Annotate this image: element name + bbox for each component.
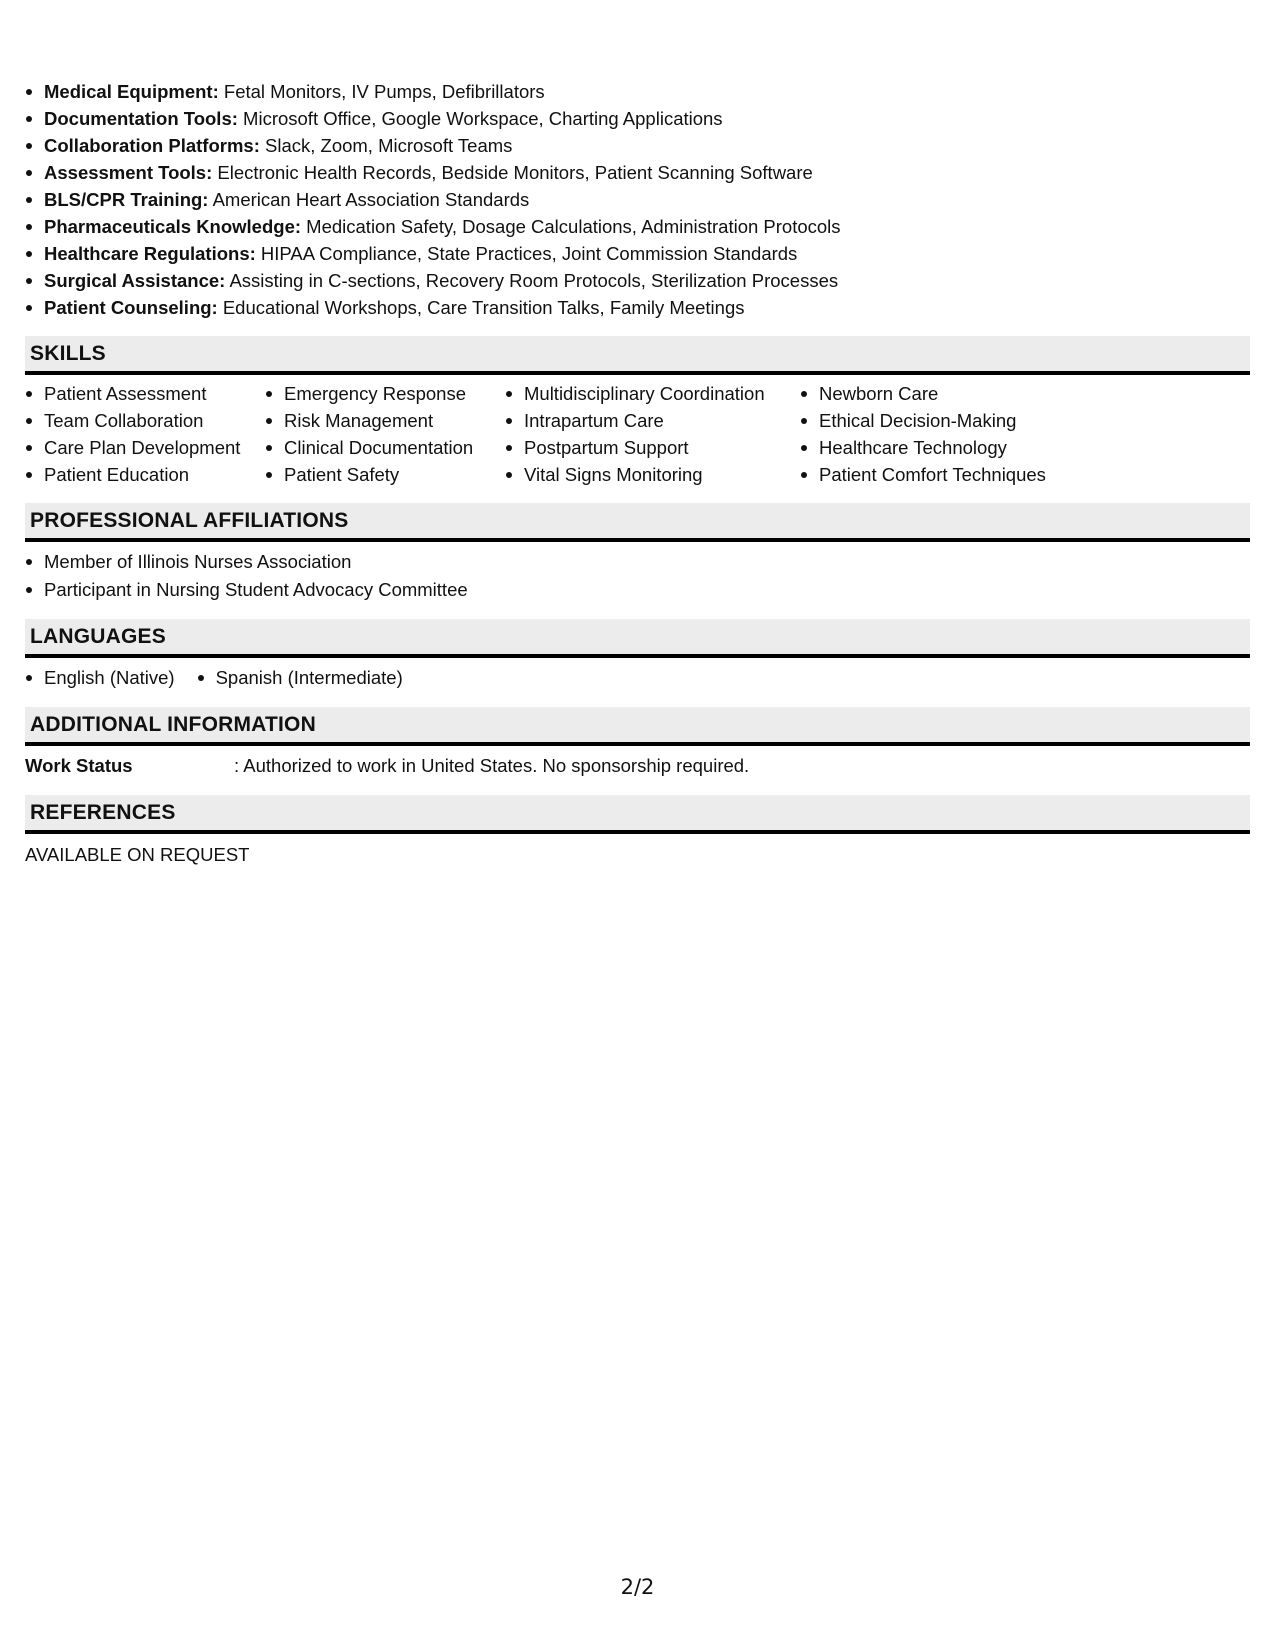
- skill-item: Care Plan Development: [25, 434, 265, 461]
- work-status-value: : Authorized to work in United States. No sponsorship required.: [234, 755, 750, 776]
- skill-item: Risk Management: [265, 407, 505, 434]
- item-label: BLS/CPR Training:: [44, 189, 209, 210]
- list-item: [25, 294, 1250, 321]
- references-heading: REFERENCES: [25, 795, 1250, 834]
- skills-column: [505, 380, 800, 488]
- item-label: Patient Counseling:: [44, 297, 218, 318]
- list-item: [25, 240, 1250, 267]
- item-label: Collaboration Platforms:: [44, 135, 260, 156]
- item-label: Surgical Assistance:: [44, 270, 226, 291]
- tools-list: [25, 78, 1250, 321]
- list-item: [25, 267, 1250, 294]
- additional-info-heading: ADDITIONAL INFORMATION: [25, 707, 1250, 746]
- skill-item: Patient Assessment: [25, 380, 265, 407]
- skills-grid: [25, 380, 1250, 488]
- skill-item: Patient Comfort Techniques: [800, 461, 1100, 488]
- work-status-row: [25, 752, 1250, 780]
- skill-item: Postpartum Support: [505, 434, 800, 461]
- skill-item: Intrapartum Care: [505, 407, 800, 434]
- item-value: Slack, Zoom, Microsoft Teams: [265, 135, 513, 156]
- skill-item: Emergency Response: [265, 380, 505, 407]
- language-item: English (Native): [25, 664, 175, 692]
- list-item: [25, 105, 1250, 132]
- skill-item: Newborn Care: [800, 380, 1100, 407]
- skill-item: Team Collaboration: [25, 407, 265, 434]
- item-value: Medication Safety, Dosage Calculations, Administration Protocols: [306, 216, 841, 237]
- language-item: Spanish (Intermediate): [197, 664, 403, 692]
- languages-heading: LANGUAGES: [25, 619, 1250, 658]
- skill-item: Vital Signs Monitoring: [505, 461, 800, 488]
- references-text: AVAILABLE ON REQUEST: [25, 844, 250, 865]
- item-value: Assisting in C-sections, Recovery Room Protocols, Sterilization Processes: [229, 270, 839, 291]
- list-item: [25, 159, 1250, 186]
- item-value: Electronic Health Records, Bedside Monitors, Patient Scanning Software: [217, 162, 813, 183]
- resume-page: [25, 78, 1250, 869]
- work-status-label: Work Status: [25, 755, 133, 776]
- page-number: 2/2: [620, 1575, 655, 1599]
- skill-item: Patient Education: [25, 461, 265, 488]
- item-label: Pharmaceuticals Knowledge:: [44, 216, 302, 237]
- skill-item: Healthcare Technology: [800, 434, 1100, 461]
- skill-item: Patient Safety: [265, 461, 505, 488]
- skills-column: [265, 380, 505, 488]
- item-value: Microsoft Office, Google Workspace, Charting Applications: [243, 108, 723, 129]
- item-value: Fetal Monitors, IV Pumps, Defibrillators: [223, 81, 545, 102]
- skills-column: [800, 380, 1100, 488]
- item-value: American Heart Association Standards: [212, 189, 530, 210]
- skills-column: [25, 380, 265, 488]
- item-value: Educational Workshops, Care Transition Talks, Family Meetings: [222, 297, 745, 318]
- list-item: [25, 78, 1250, 105]
- list-item: [25, 132, 1250, 159]
- skill-item: Multidisciplinary Coordination: [505, 380, 800, 407]
- list-item: [25, 213, 1250, 240]
- item-value: HIPAA Compliance, State Practices, Joint Commission Standards: [260, 243, 798, 264]
- skill-item: Clinical Documentation: [265, 434, 505, 461]
- list-item: Member of Illinois Nurses Association: [25, 548, 1250, 576]
- item-label: Healthcare Regulations:: [44, 243, 256, 264]
- item-label: Medical Equipment:: [44, 81, 219, 102]
- item-label: Assessment Tools:: [44, 162, 213, 183]
- skill-item: Ethical Decision-Making: [800, 407, 1100, 434]
- languages-list: [25, 664, 1250, 692]
- list-item: Participant in Nursing Student Advocacy Committee: [25, 576, 1250, 604]
- skills-heading: SKILLS: [25, 336, 1250, 375]
- affiliations-list: [25, 548, 1250, 604]
- list-item: [25, 186, 1250, 213]
- affiliations-heading: PROFESSIONAL AFFILIATIONS: [25, 503, 1250, 542]
- item-label: Documentation Tools:: [44, 108, 238, 129]
